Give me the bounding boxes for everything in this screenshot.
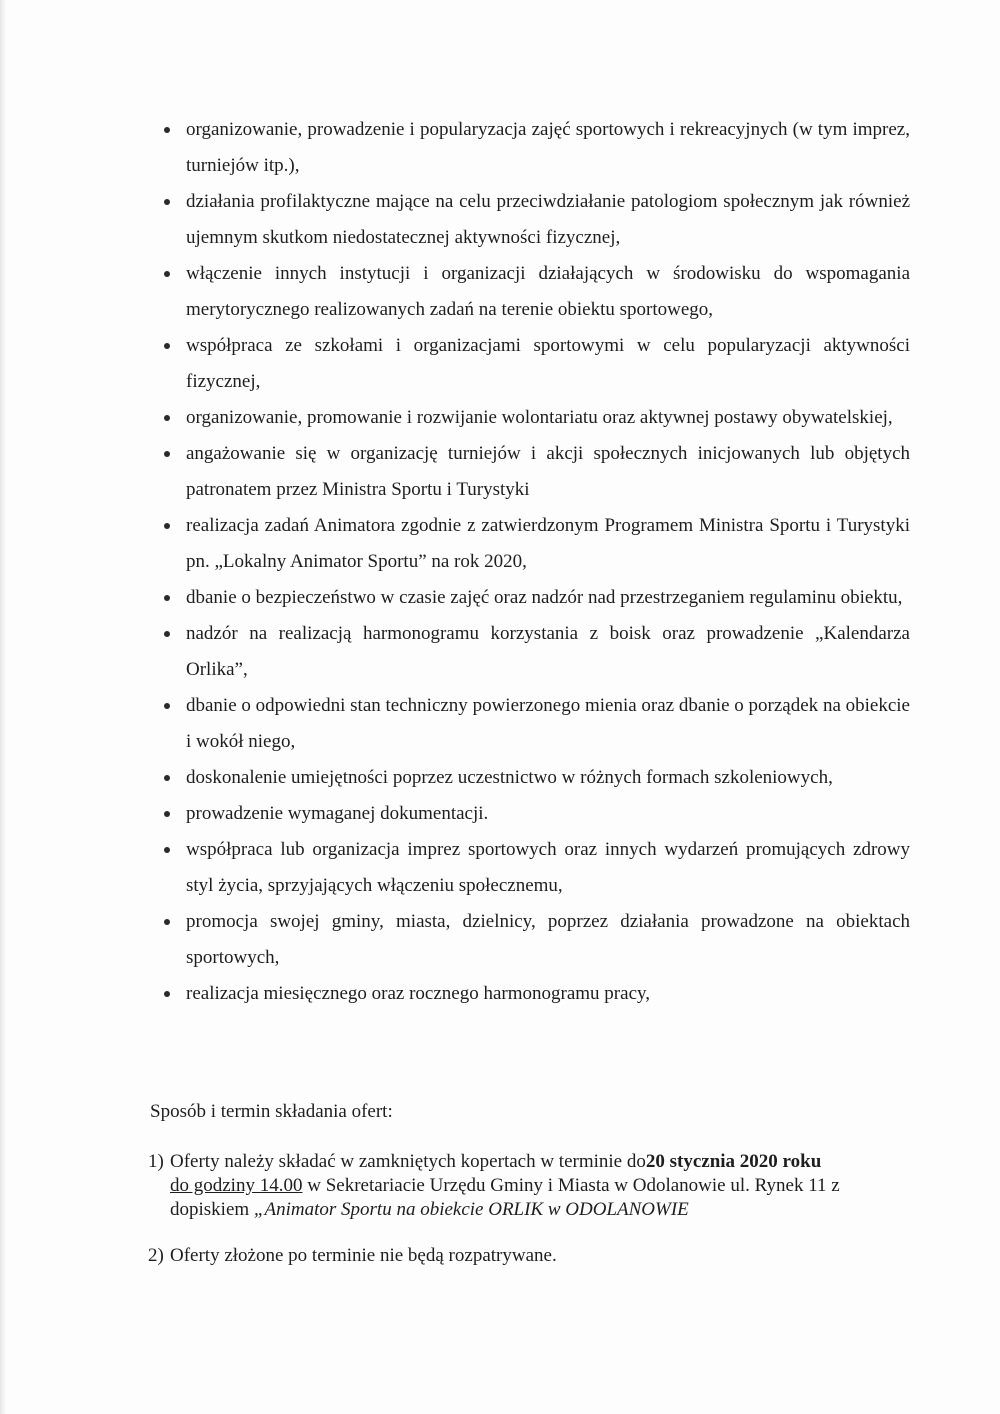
list-item-text: doskonalenie umiejętności poprzez uczestnictwo w różnych formach szkoleniowych, bbox=[186, 767, 833, 788]
bullet-icon bbox=[164, 775, 170, 781]
list-item-text: działania profilaktyczne mające na celu przeciwdziałanie patologiom społecznym jak również ujemnym skutkom niedostatecznej aktywności fizycznej, bbox=[186, 191, 910, 248]
list-item-text: współpraca ze szkołami i organizacjami sportowymi w celu popularyzacji aktywności fizycznej, bbox=[186, 335, 910, 392]
bullet-icon bbox=[164, 343, 170, 349]
deadline-time: do godziny 14.00 bbox=[170, 1175, 303, 1196]
bullet-icon bbox=[164, 271, 170, 277]
item-text: Oferty należy składać w zamkniętych kopertach w terminie do bbox=[170, 1151, 646, 1172]
bullet-icon bbox=[164, 199, 170, 205]
submission-item-2 bbox=[148, 1244, 900, 1268]
list-item-text: realizacja zadań Animatora zgodnie z zatwierdzonym Programem Ministra Sportu i Turystyki pn. „Lokalny Animator Sportu” na rok 2020, bbox=[186, 515, 910, 572]
submission-heading: Sposób i termin składania ofert: bbox=[150, 1101, 393, 1122]
list-item-text: dbanie o odpowiedni stan techniczny powierzonego mienia oraz dbanie o porządek na obiekcie i wokół niego, bbox=[186, 695, 910, 752]
item-text-continued: w Sekretariacie Urzędu Gminy i Miasta w Odolanowie ul. Rynek 11 z dopiskiem bbox=[170, 1175, 840, 1220]
bullet-icon bbox=[164, 703, 170, 709]
list-item bbox=[150, 760, 910, 796]
list-item-text: współpraca lub organizacja imprez sportowych oraz innych wydarzeń promujących zdrowy styl życia, sprzyjających włączeniu społecznemu, bbox=[186, 839, 910, 896]
item-number: 1) bbox=[148, 1151, 164, 1172]
list-item bbox=[150, 796, 910, 832]
bullet-icon bbox=[164, 451, 170, 457]
item-number: 2) bbox=[148, 1245, 164, 1266]
list-item bbox=[150, 328, 910, 400]
deadline-date: 20 stycznia 2020 roku bbox=[645, 1151, 822, 1172]
list-item-text: nadzór na realizacją harmonogramu korzystania z boisk oraz prowadzenie „Kalendarza Orlika”, bbox=[186, 623, 910, 680]
list-item bbox=[150, 256, 910, 328]
list-item-text: organizowanie, promowanie i rozwijanie wolontariatu oraz aktywnej postawy obywatelskiej, bbox=[186, 407, 893, 428]
bullet-icon bbox=[164, 595, 170, 601]
list-item bbox=[150, 904, 910, 976]
list-item bbox=[150, 976, 910, 1012]
list-item bbox=[150, 508, 910, 580]
bullet-icon bbox=[164, 523, 170, 529]
list-item bbox=[150, 616, 910, 688]
envelope-annotation: „Animator Sportu na obiekcie ORLIK w ODOLANOWIE bbox=[253, 1199, 689, 1220]
bullet-icon bbox=[164, 919, 170, 925]
scan-edge-shadow bbox=[0, 0, 6, 1414]
list-item-text: realizacja miesięcznego oraz rocznego harmonogramu pracy, bbox=[186, 983, 651, 1004]
list-item-text: promocja swojej gminy, miasta, dzielnicy, poprzez działania prowadzone na obiektach sportowych, bbox=[186, 911, 910, 968]
bullet-icon bbox=[164, 631, 170, 637]
list-item bbox=[150, 688, 910, 760]
list-item-text: organizowanie, prowadzenie i popularyzacja zajęć sportowych i rekreacyjnych (w tym imprez, turniejów itp.), bbox=[186, 119, 910, 176]
duties-list bbox=[150, 112, 910, 1012]
bullet-icon bbox=[164, 991, 170, 997]
list-item-text: dbanie o bezpieczeństwo w czasie zajęć oraz nadzór nad przestrzeganiem regulaminu obiektu, bbox=[186, 587, 903, 608]
bullet-icon bbox=[164, 415, 170, 421]
bullet-icon bbox=[164, 811, 170, 817]
list-item bbox=[150, 112, 910, 184]
item-text: Oferty złożone po terminie nie będą rozpatrywane. bbox=[170, 1245, 557, 1266]
list-item-text: włączenie innych instytucji i organizacji działających w środowisku do wspomagania merytorycznego realizowanych zadań na terenie obiektu sportowego, bbox=[186, 263, 910, 320]
bullet-icon bbox=[164, 847, 170, 853]
list-item bbox=[150, 832, 910, 904]
list-item-text: prowadzenie wymaganej dokumentacji. bbox=[186, 803, 489, 824]
list-item bbox=[150, 580, 910, 616]
bullet-icon bbox=[164, 127, 170, 133]
list-item bbox=[150, 400, 910, 436]
submission-list bbox=[148, 1150, 900, 1268]
list-item bbox=[150, 436, 910, 508]
submission-item-1 bbox=[148, 1150, 900, 1222]
list-item bbox=[150, 184, 910, 256]
list-item-text: angażowanie się w organizację turniejów i akcji społecznych inicjowanych lub objętych patronatem przez Ministra Sportu i Turystyki bbox=[186, 443, 910, 500]
